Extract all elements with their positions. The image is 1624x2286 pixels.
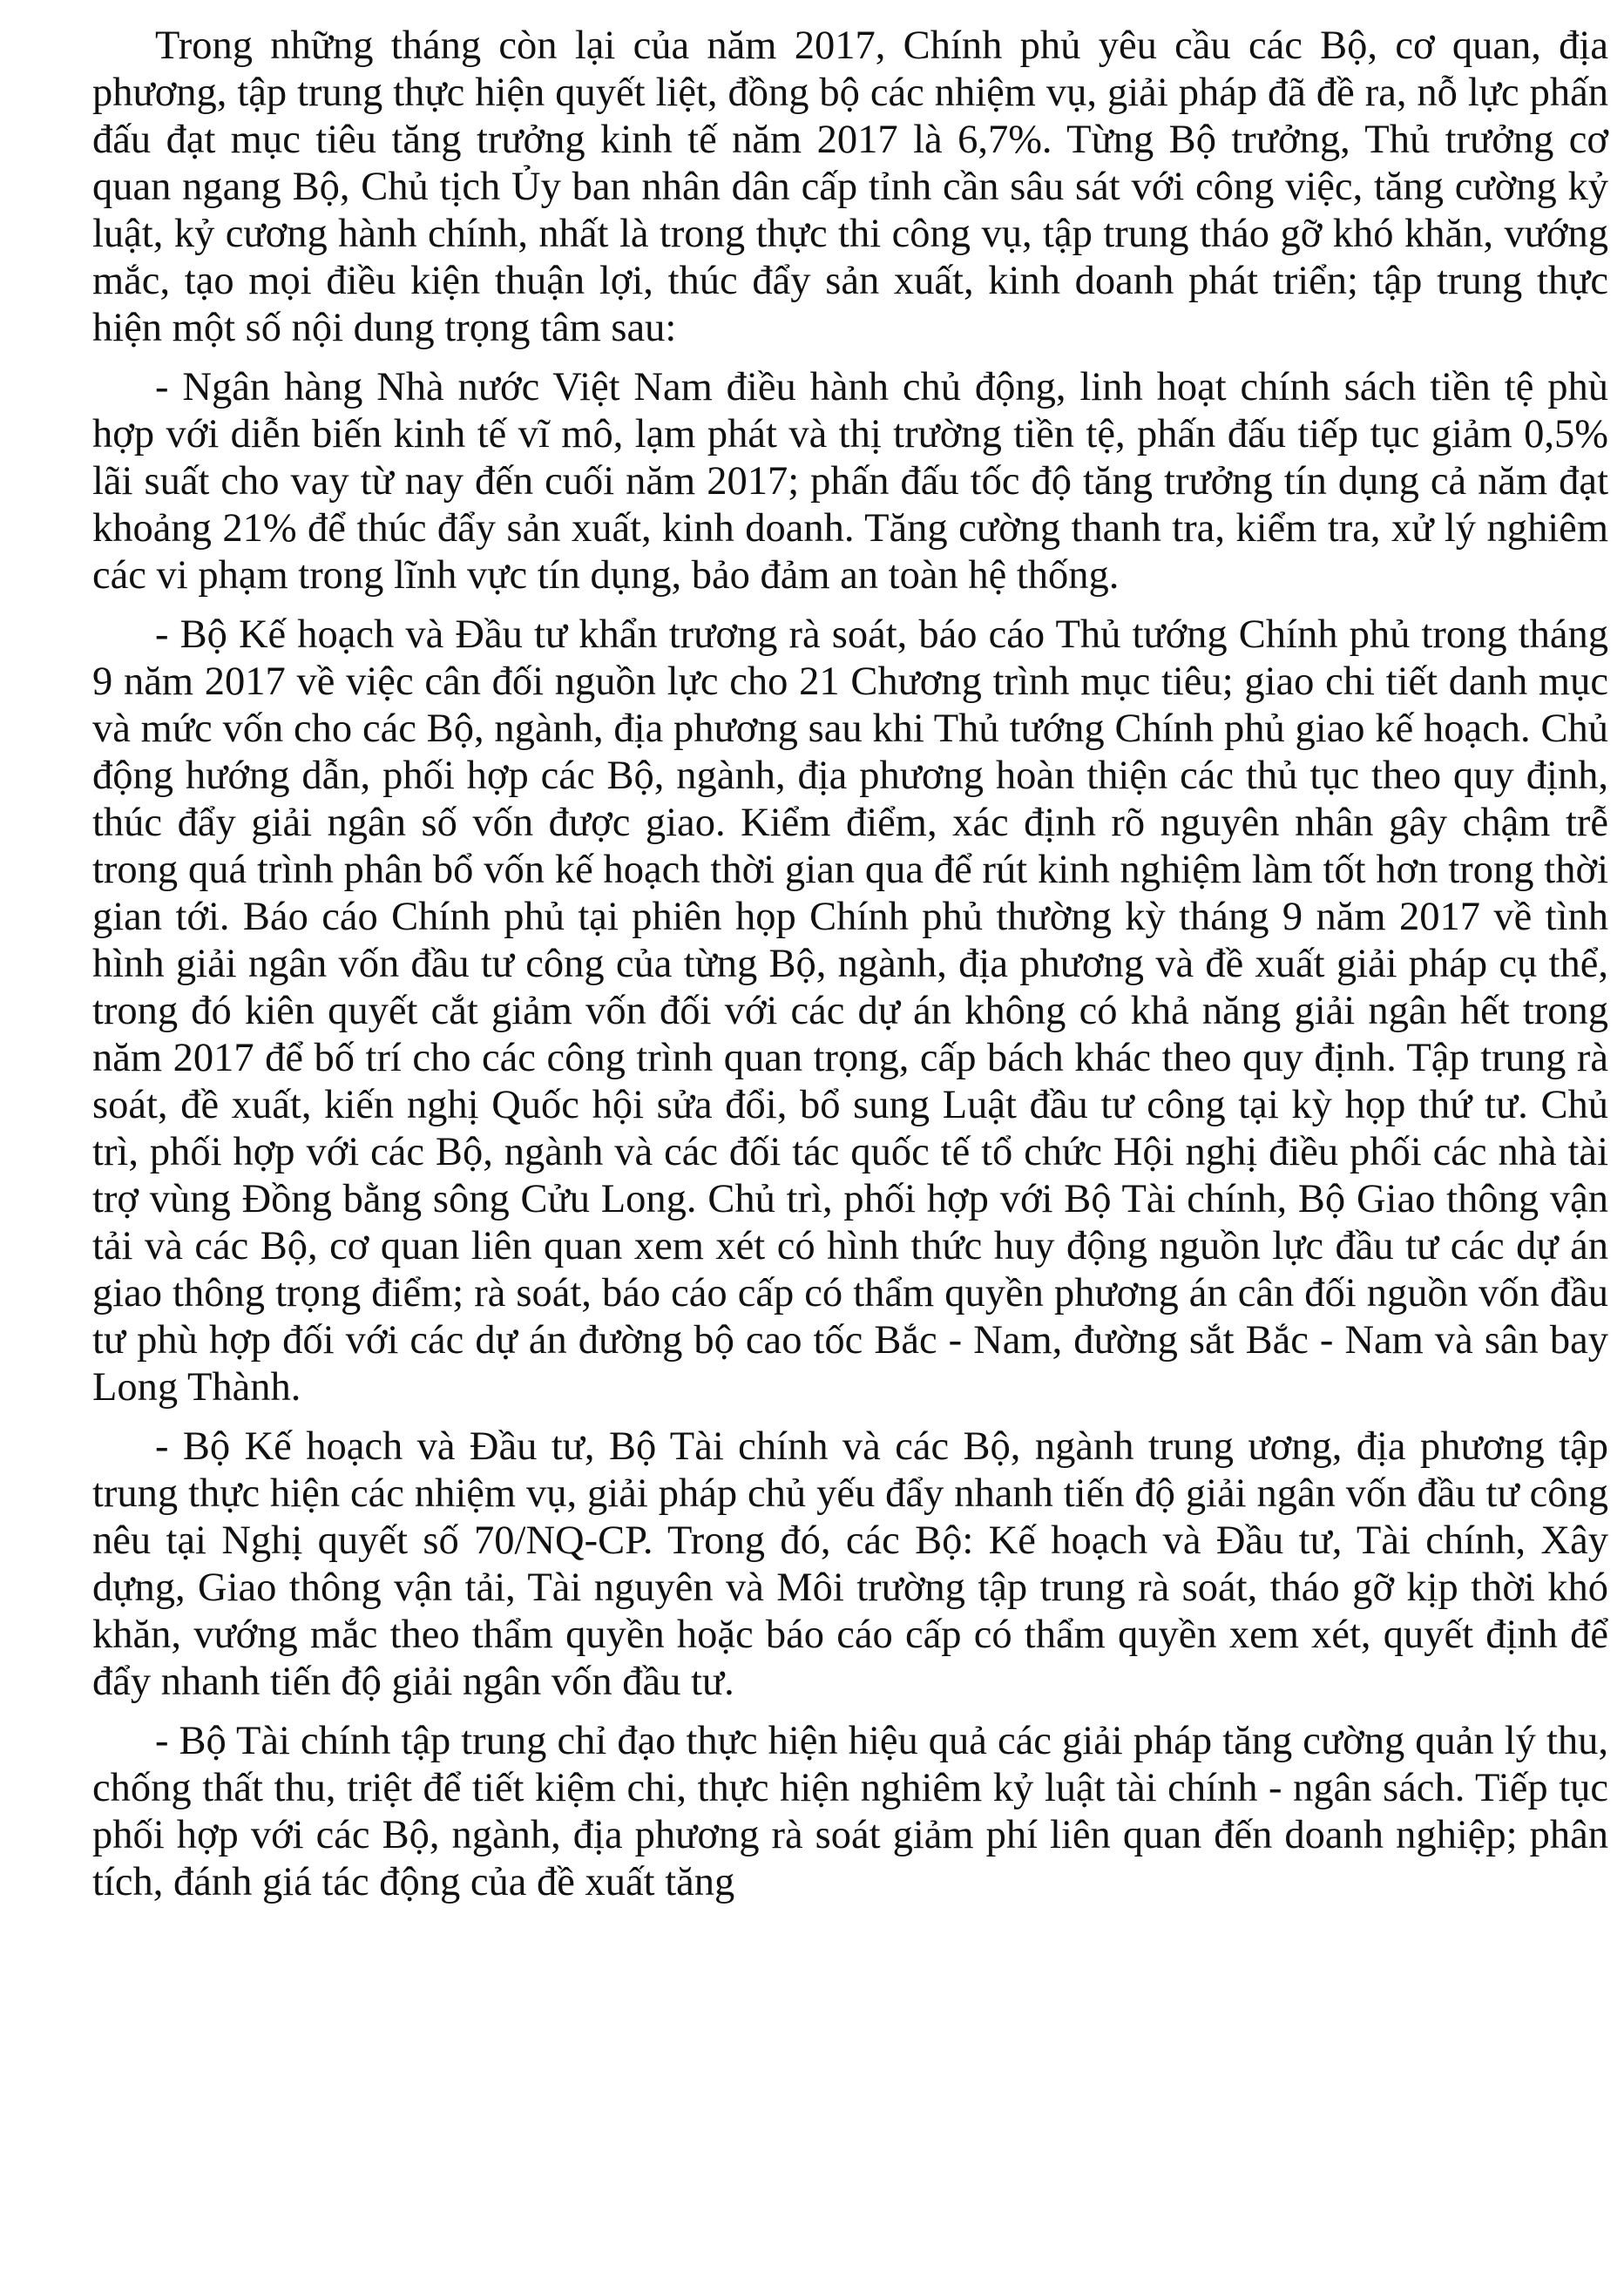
paragraph-public-investment: - Bộ Kế hoạch và Đầu tư, Bộ Tài chính và các Bộ, ngành trung ương, địa phương tập trung thực hiện các nhiệm vụ, giải pháp chủ yếu đẩy nhanh tiến độ giải ngân vốn đầu tư công nêu tại Nghị quyết số 70/NQ-CP. Trong đó, các Bộ: Kế hoạch và Đầu tư, Tài chính, Xây dựng, Giao thông vận tải, Tài nguyên và Môi trường tập trung rà soát, tháo gỡ kịp thời khó khăn, vướng mắc theo thẩm quyền hoặc báo cáo cấp có thẩm quyền xem xét, quyết định để đẩy nhanh tiến độ giải ngân vốn đầu tư. (92, 1424, 1608, 1704)
paragraph-finance: - Bộ Tài chính tập trung chỉ đạo thực hiện hiệu quả các giải pháp tăng cường quản lý thu, chống thất thu, triệt để tiết kiệm chi, thực hiện nghiêm kỷ luật tài chính - ngân sách. Tiếp tục phối hợp với các Bộ, ngành, địa phương rà soát giảm phí liên quan đến doanh nghiệp; phân tích, đánh giá tác động của đề xuất tăng (92, 1719, 1608, 1904)
paragraph-planning-investment: - Bộ Kế hoạch và Đầu tư khẩn trương rà soát, báo cáo Thủ tướng Chính phủ trong tháng 9 năm 2017 về việc cân đối nguồn lực cho 21 Chương trình mục tiêu; giao chi tiết danh mục và mức vốn cho các Bộ, ngành, địa phương sau khi Thủ tướng Chính phủ giao kế hoạch. Chủ động hướng dẫn, phối hợp các Bộ, ngành, địa phương hoàn thiện các thủ tục theo quy định, thúc đẩy giải ngân số vốn được giao. Kiểm điểm, xác định rõ nguyên nhân gây chậm trễ trong quá trình phân bổ vốn kế hoạch thời gian qua để rút kinh nghiệm làm tốt hơn trong thời gian tới. Báo cáo Chính phủ tại phiên họp Chính phủ thường kỳ tháng 9 năm 2017 về tình hình giải ngân vốn đầu tư công của từng Bộ, ngành, địa phương và đề xuất giải pháp cụ thể, trong đó kiên quyết cắt giảm vốn đối với các dự án không có khả năng giải ngân hết trong năm 2017 để bố trí cho các công trình quan trọng, cấp bách khác theo quy định. Tập trung rà soát, đề xuất, kiến nghị Quốc hội sửa đổi, bổ sung Luật đầu tư công tại kỳ họp thứ tư. Chủ trì, phối hợp với các Bộ, ngành và các đối tác quốc tế tổ chức Hội nghị điều phối các nhà tài trợ vùng Đồng bằng sông Cửu Long. Chủ trì, phối hợp với Bộ Tài chính, Bộ Giao thông vận tải và các Bộ, cơ quan liên quan xem xét có hình thức huy động nguồn lực đầu tư các dự án giao thông trọng điểm; rà soát, báo cáo cấp có thẩm quyền phương án cân đối nguồn vốn đầu tư phù hợp đối với các dự án đường bộ cao tốc Bắc - Nam, đường sắt Bắc - Nam và sân bay Long Thành. (92, 612, 1608, 1410)
document-body (92, 23, 1608, 1906)
paragraph-state-bank: - Ngân hàng Nhà nước Việt Nam điều hành chủ động, linh hoạt chính sách tiền tệ phù hợp với diễn biến kinh tế vĩ mô, lạm phát và thị trường tiền tệ, phấn đấu tiếp tục giảm 0,5% lãi suất cho vay từ nay đến cuối năm 2017; phấn đấu tốc độ tăng trưởng tín dụng cả năm đạt khoảng 21% để thúc đẩy sản xuất, kinh doanh. Tăng cường thanh tra, kiểm tra, xử lý nghiêm các vi phạm trong lĩnh vực tín dụng, bảo đảm an toàn hệ thống. (92, 365, 1608, 598)
paragraph-intro: Trong những tháng còn lại của năm 2017, Chính phủ yêu cầu các Bộ, cơ quan, địa phương, tập trung thực hiện quyết liệt, đồng bộ các nhiệm vụ, giải pháp đã đề ra, nỗ lực phấn đấu đạt mục tiêu tăng trưởng kinh tế năm 2017 là 6,7%. Từng Bộ trưởng, Thủ trưởng cơ quan ngang Bộ, Chủ tịch Ủy ban nhân dân cấp tỉnh cần sâu sát với công việc, tăng cường kỷ luật, kỷ cương hành chính, nhất là trong thực thi công vụ, tập trung tháo gỡ khó khăn, vướng mắc, tạo mọi điều kiện thuận lợi, thúc đẩy sản xuất, kinh doanh phát triển; tập trung thực hiện một số nội dung trọng tâm sau: (92, 24, 1608, 350)
